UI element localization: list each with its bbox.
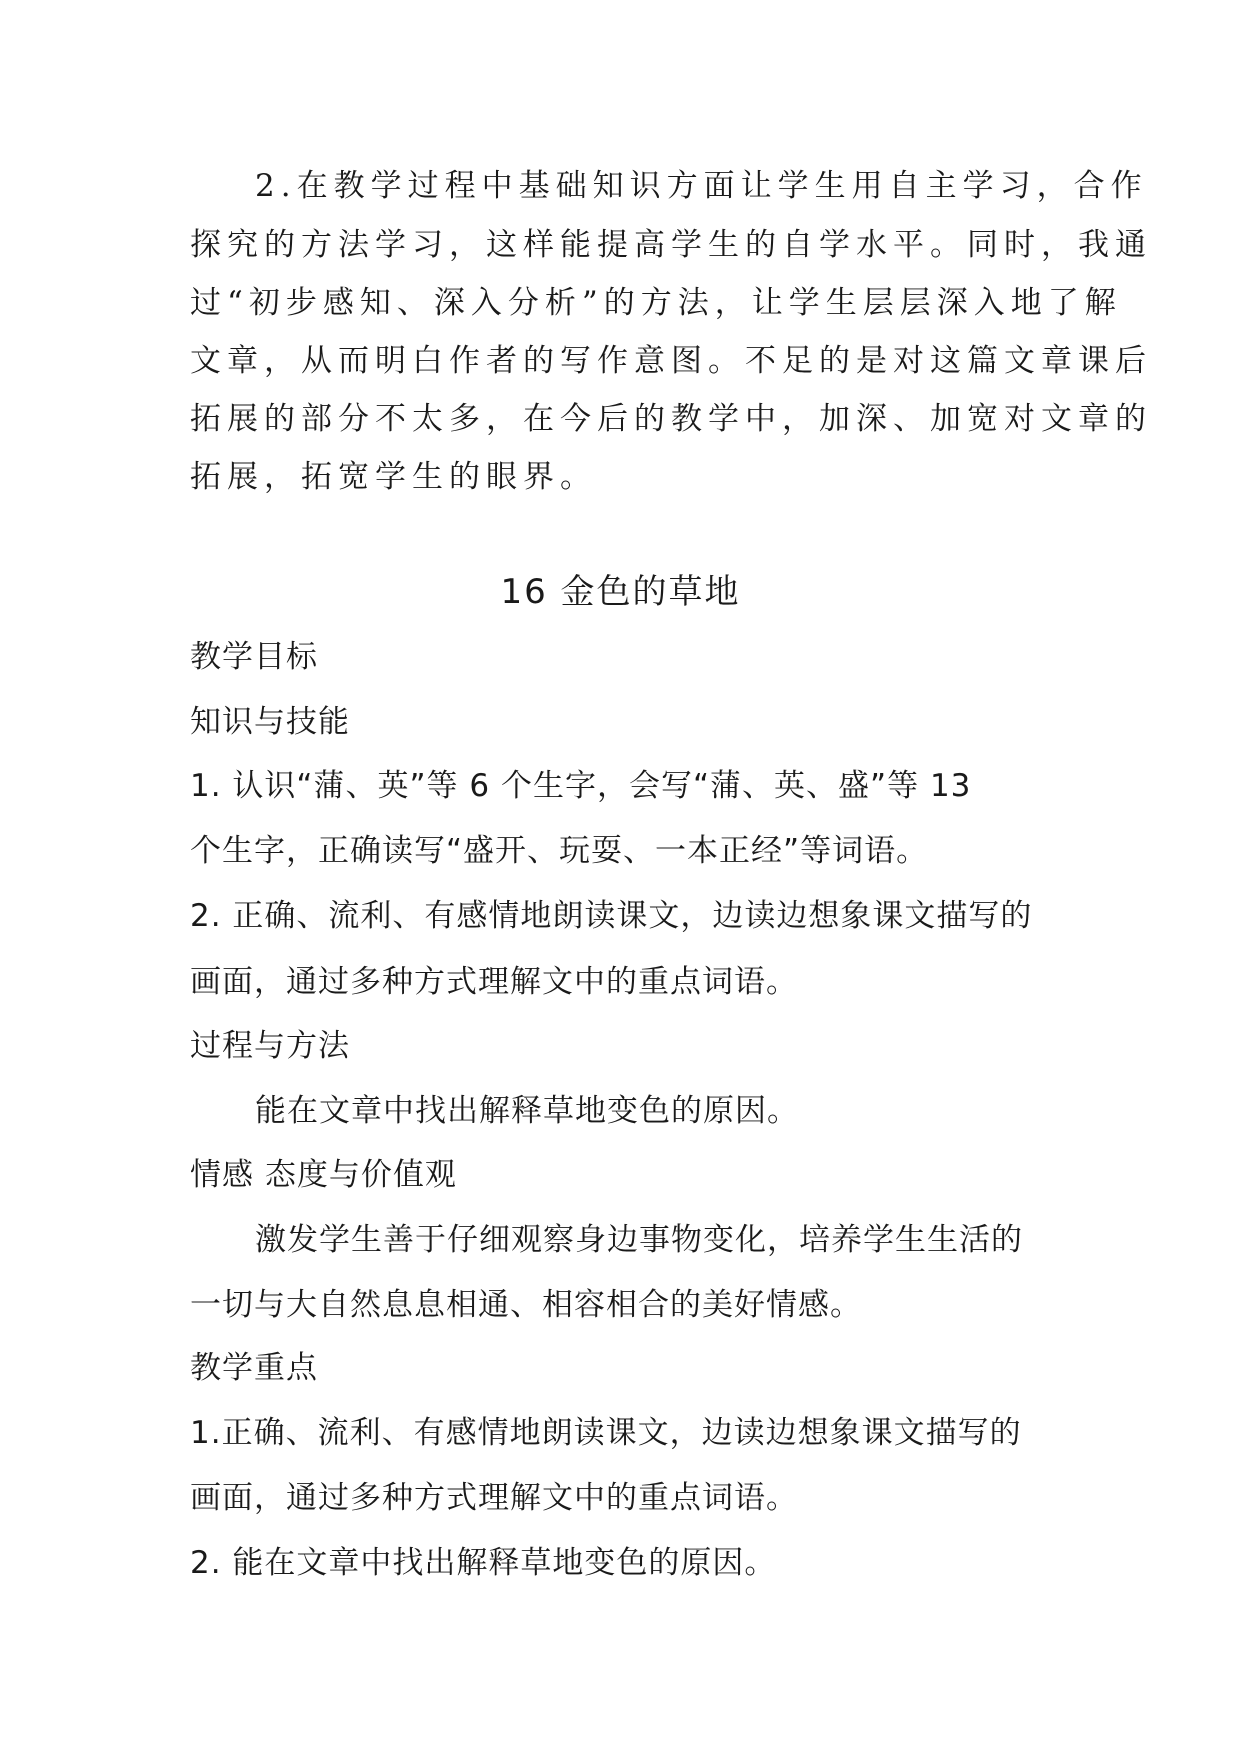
reflection-line-1: 2.在教学过程中基础知识方面让学生用自主学习，合作 [255, 168, 1148, 204]
reflection-line-4: 文章，从而明白作者的写作意图。不足的是对这篇文章课后 [190, 343, 1152, 379]
lesson-title: 16 金色的草地 [500, 572, 741, 612]
emotion-line-1: 激发学生善于仔细观察身边事物变化，培养学生生活的 [255, 1222, 1023, 1258]
key-points-line-2: 画面，通过多种方式理解文中的重点词语。 [190, 1480, 798, 1516]
reflection-line-3: 过“初步感知、深入分析”的方法，让学生层层深入地了解 [190, 285, 1122, 321]
process-text: 能在文章中找出解释草地变色的原因。 [255, 1093, 799, 1129]
knowledge-line-3: 2. 正确、流利、有感情地朗读课文，边读边想象课文描写的 [190, 898, 1033, 934]
reflection-line-5: 拓展的部分不太多，在今后的教学中，加深、加宽对文章的 [190, 401, 1152, 437]
knowledge-line-2: 个生字，正确读写“盛开、玩耍、一本正经”等词语。 [190, 833, 929, 869]
emotion-heading: 情感 态度与价值观 [190, 1157, 457, 1193]
reflection-line-2: 探究的方法学习，这样能提高学生的自学水平。同时，我通 [190, 227, 1152, 263]
knowledge-line-1: 1. 认识“蒲、英”等 6 个生字，会写“蒲、英、盛”等 13 [190, 768, 972, 804]
key-points-line-1: 1.正确、流利、有感情地朗读课文，边读边想象课文描写的 [190, 1415, 1022, 1451]
objectives-heading: 教学目标 [190, 639, 318, 675]
process-heading: 过程与方法 [190, 1028, 350, 1064]
knowledge-heading: 知识与技能 [190, 704, 350, 740]
reflection-line-6: 拓展，拓宽学生的眼界。 [190, 459, 597, 495]
key-points-line-3: 2. 能在文章中找出解释草地变色的原因。 [190, 1545, 777, 1581]
knowledge-line-4: 画面，通过多种方式理解文中的重点词语。 [190, 964, 798, 1000]
emotion-line-2: 一切与大自然息息相通、相容相合的美好情感。 [190, 1287, 862, 1323]
key-points-heading: 教学重点 [190, 1350, 318, 1386]
